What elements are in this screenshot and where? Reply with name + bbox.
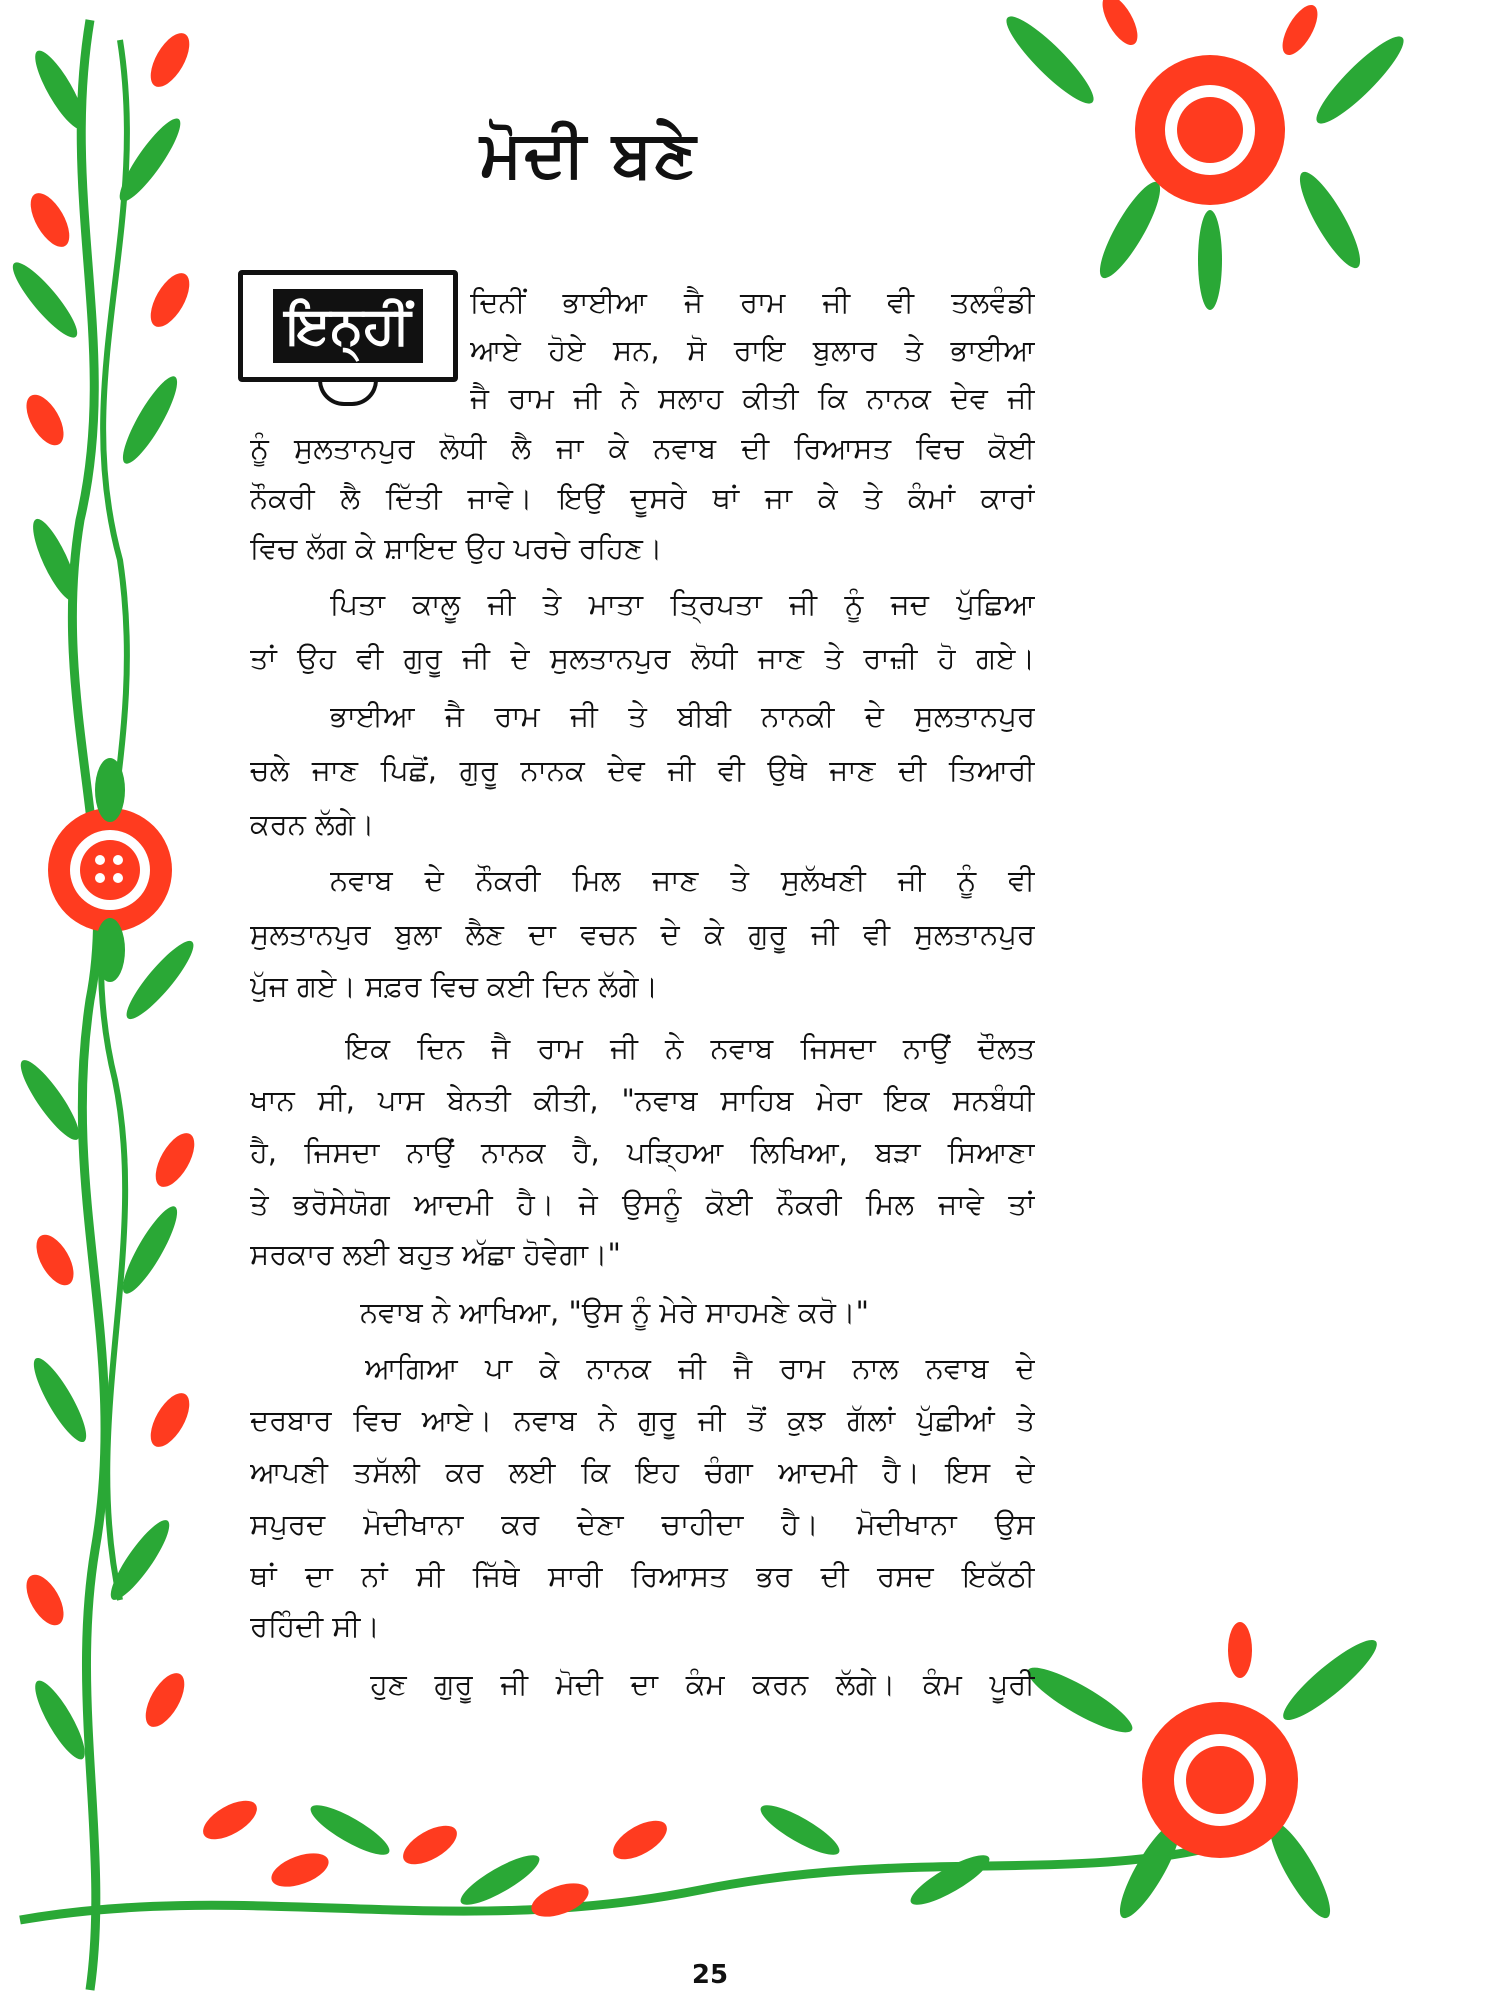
body-line: ਖਾਨ ਸੀ, ਪਾਸ ਬੇਨਤੀ ਕੀਤੀ, "ਨਵਾਬ ਸਾਹਿਬ ਮੇਰਾ ਇਕ ਸਨਬੰਧੀ <box>250 1083 1035 1117</box>
body-line: ਜੈ ਰਾਮ ਜੀ ਨੇ ਸਲਾਹ ਕੀਤੀ ਕਿ ਨਾਨਕ ਦੇਵ ਜੀ <box>470 381 1035 415</box>
body-line: ਦਰਬਾਰ ਵਿਚ ਆਏ। ਨਵਾਬ ਨੇ ਗੁਰੂ ਜੀ ਤੋਂ ਕੁਝ ਗੱਲਾਂ ਪੁੱਛੀਆਂ ਤੇ <box>250 1403 1035 1437</box>
left-flower <box>48 758 172 982</box>
body-line: ਵਿਚ ਲੱਗ ਕੇ ਸ਼ਾਇਦ ਉਹ ਪਰਚੇ ਰਹਿਣ। <box>250 531 663 565</box>
body-line: ਆਪਣੀ ਤਸੱਲੀ ਕਰ ਲਈ ਕਿ ਇਹ ਚੰਗਾ ਆਦਮੀ ਹੈ। ਇਸ ਦੇ <box>250 1455 1035 1489</box>
body-line: ਨੌਕਰੀ ਲੈ ਦਿੱਤੀ ਜਾਵੇ। ਇਉਂ ਦੂਸਰੇ ਥਾਂ ਜਾ ਕੇ ਤੇ ਕੰਮਾਂ ਕਾਰਾਂ <box>250 481 1035 515</box>
body-line: ਨੂੰ ਸੁਲਤਾਨਪੁਰ ਲੋਧੀ ਲੈ ਜਾ ਕੇ ਨਵਾਬ ਦੀ ਰਿਆਸਤ ਵਿਚ ਕੋਈ <box>250 431 1035 465</box>
body-line: ਕਰਨ ਲੱਗੇ। <box>250 807 375 841</box>
body-line: ਹੈ, ਜਿਸਦਾ ਨਾਉਂ ਨਾਨਕ ਹੈ, ਪੜ੍ਹਿਆ ਲਿਖਿਆ, ਬੜਾ ਸਿਆਣਾ <box>250 1135 1035 1169</box>
bottom-vine-stem <box>20 1850 1200 1920</box>
body-line: ਪੁੱਜ ਗਏ। ਸਫ਼ਰ ਵਿਚ ਕਈ ਦਿਨ ਲੱਗੇ। <box>250 969 659 1003</box>
body-line: ਤੇ ਭਰੋਸੇਯੋਗ ਆਦਮੀ ਹੈ। ਜੇ ਉਸਨੂੰ ਕੋਈ ਨੌਕਰੀ ਮਿਲ ਜਾਵੇ ਤਾਂ <box>250 1187 1035 1221</box>
dropcap-ornament <box>238 270 458 382</box>
body-line: ਨਵਾਬ ਦੇ ਨੌਕਰੀ ਮਿਲ ਜਾਣ ਤੇ ਸੁਲੱਖਣੀ ਜੀ ਨੂੰ ਵੀ <box>330 863 1035 897</box>
body-line: ਸੁਲਤਾਨਪੁਰ ਬੁਲਾ ਲੈਣ ਦਾ ਵਚਨ ਦੇ ਕੇ ਗੁਰੂ ਜੀ ਵੀ ਸੁਲਤਾਨਪੁਰ <box>250 917 1035 951</box>
body-line: ਚਲੇ ਜਾਣ ਪਿਛੋਂ, ਗੁਰੂ ਨਾਨਕ ਦੇਵ ਜੀ ਵੀ ਉਥੇ ਜਾਣ ਦੀ ਤਿਆਰੀ <box>250 753 1035 787</box>
body-line: ਥਾਂ ਦਾ ਨਾਂ ਸੀ ਜਿੱਥੇ ਸਾਰੀ ਰਿਆਸਤ ਭਰ ਦੀ ਰਸਦ ਇਕੱਠੀ <box>250 1559 1035 1593</box>
body-line: ਆਏ ਹੋਏ ਸਨ, ਸੋ ਰਾਇ ਬੁਲਾਰ ਤੇ ਭਾਈਆ <box>470 333 1035 367</box>
page-title: ਮੋਦੀ ਬਣੇ <box>480 118 698 192</box>
top-right-flower <box>998 0 1413 310</box>
bottom-right-flower <box>1021 1622 1385 1925</box>
body-line: ਭਾਈਆ ਜੈ ਰਾਮ ਜੀ ਤੇ ਬੀਬੀ ਨਾਨਕੀ ਦੇ ਸੁਲਤਾਨਪੁਰ <box>330 699 1035 733</box>
body-line: ਰਹਿੰਦੀ ਸੀ। <box>250 1609 380 1643</box>
body-line: ਤਾਂ ਉਹ ਵੀ ਗੁਰੂ ਜੀ ਦੇ ਸੁਲਤਾਨਪੁਰ ਲੋਧੀ ਜਾਣ ਤੇ ਰਾਜ਼ੀ ਹੋ ਗਏ। <box>250 641 1035 675</box>
body-line: ਹੁਣ ਗੁਰੂ ਜੀ ਮੋਦੀ ਦਾ ਕੰਮ ਕਰਨ ਲੱਗੇ। ਕੰਮ ਪੂਰੀ <box>370 1667 1035 1701</box>
dropcap-letter: ਇਨ੍ਹੀਂ <box>273 289 423 363</box>
body-line: ਸਪੁਰਦ ਮੋਦੀਖਾਨਾ ਕਰ ਦੇਣਾ ਚਾਹੀਦਾ ਹੈ। ਮੋਦੀਖਾਨਾ ਉਸ <box>250 1507 1035 1541</box>
page-number: 25 <box>691 1960 729 1990</box>
body-line: ਸਰਕਾਰ ਲਈ ਬਹੁਤ ਅੱਛਾ ਹੋਵੇਗਾ।" <box>250 1237 621 1271</box>
body-line: ਦਿਨੀਂ ਭਾਈਆ ਜੈ ਰਾਮ ਜੀ ਵੀ ਤਲਵੰਡੀ <box>470 285 1035 319</box>
body-line: ਆਗਿਆ ਪਾ ਕੇ ਨਾਨਕ ਜੀ ਜੈ ਰਾਮ ਨਾਲ ਨਵਾਬ ਦੇ <box>365 1351 1035 1385</box>
body-line: ਨਵਾਬ ਨੇ ਆਖਿਆ, "ਉਸ ਨੂੰ ਮੇਰੇ ਸਾਹਮਣੇ ਕਰੋ।" <box>360 1295 869 1329</box>
body-line: ਇਕ ਦਿਨ ਜੈ ਰਾਮ ਜੀ ਨੇ ਨਵਾਬ ਜਿਸਦਾ ਨਾਉਂ ਦੌਲਤ <box>345 1031 1035 1065</box>
body-line: ਪਿਤਾ ਕਾਲੂ ਜੀ ਤੇ ਮਾਤਾ ਤ੍ਰਿਪਤਾ ਜੀ ਨੂੰ ਜਦ ਪੁੱਛਿਆ <box>330 587 1035 621</box>
